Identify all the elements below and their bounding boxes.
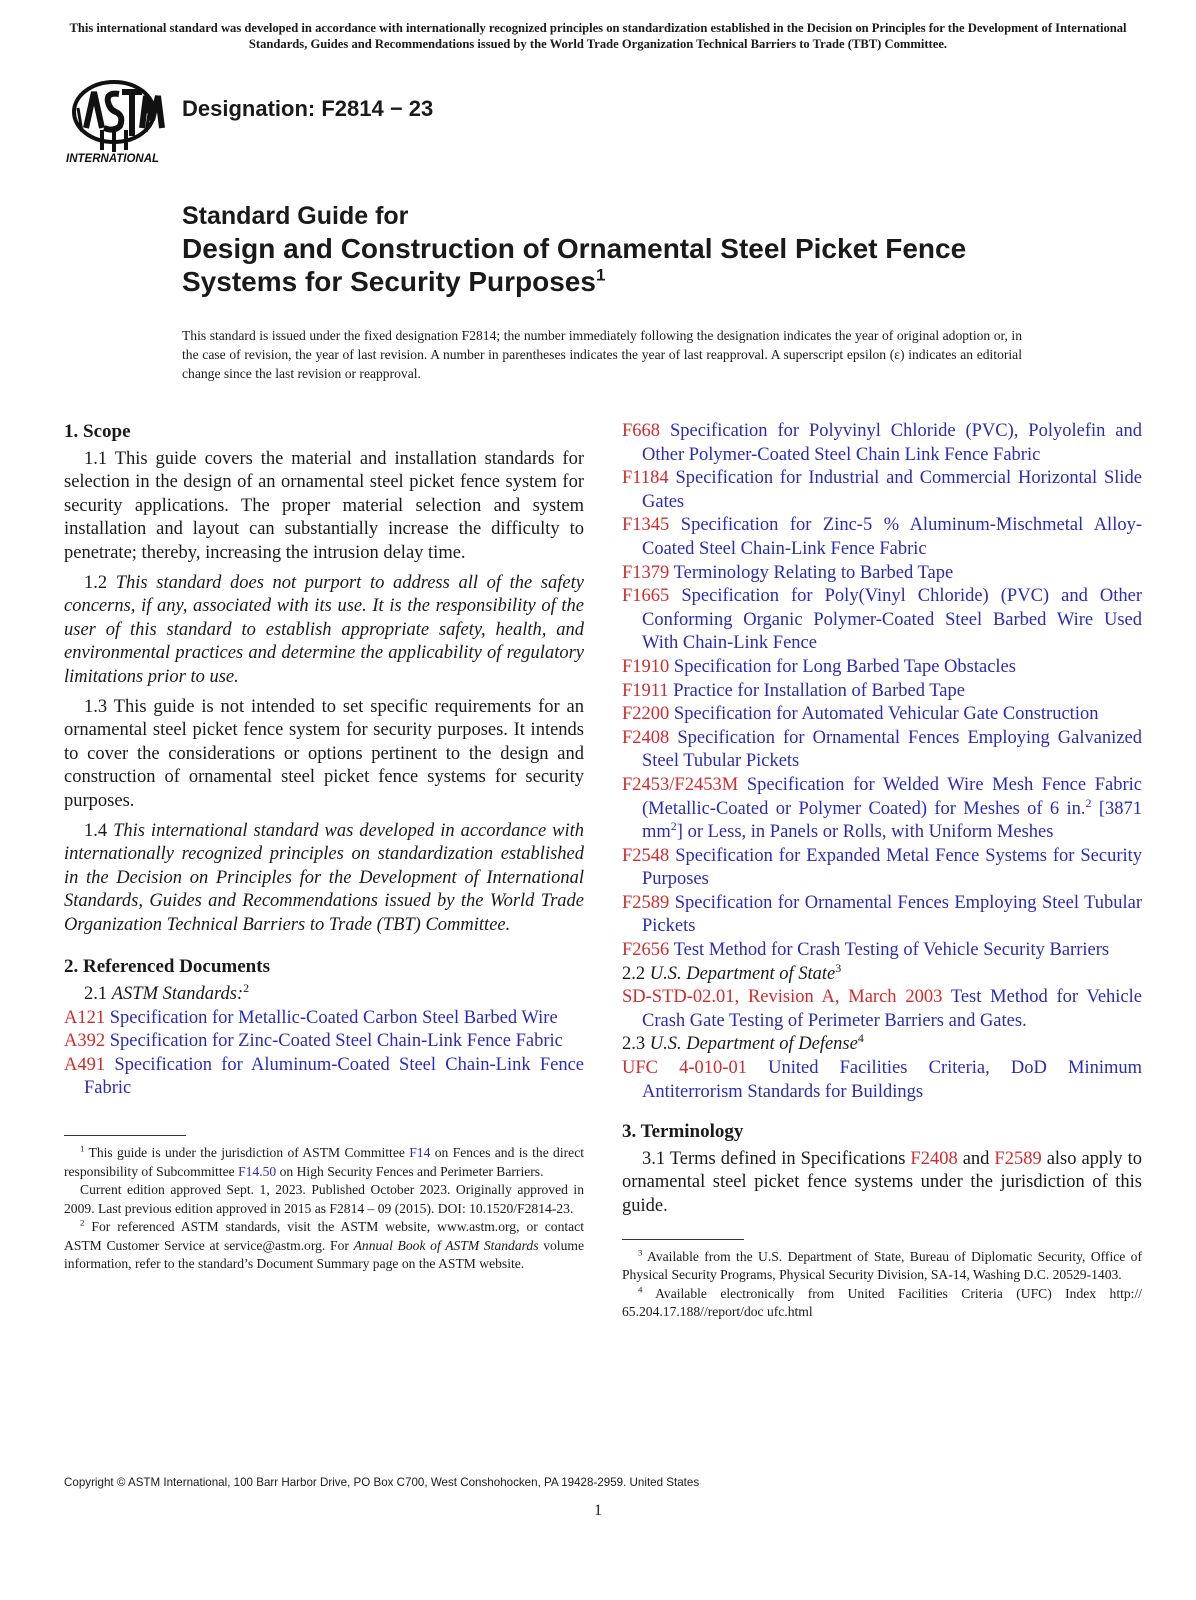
reference-code[interactable]: F1345 — [622, 515, 670, 536]
reference-code[interactable]: A491 — [64, 1054, 106, 1075]
reference-code[interactable]: A121 — [64, 1007, 106, 1028]
title-line-3: Systems for Security Purposes — [182, 266, 596, 297]
terminology-3-1: 3.1 Terms defined in Specifications F2408 and F2589 also apply to ornamental steel picket fence systems under the jurisdiction of this guide. — [622, 1148, 1142, 1216]
reference-code[interactable]: F1379 — [622, 562, 670, 583]
reference-code[interactable]: F2548 — [622, 845, 670, 866]
reference-code[interactable]: F1184 — [622, 468, 669, 489]
footnote-3: $^3$ Available from the U.S. Department of State, Bureau of Diplomatic Security, Office of Physical Security Programs, Physical Security Division, SA-14, Washing D.C. 20529-1403. — [622, 1247, 1142, 1283]
reference-item[interactable] — [64, 1030, 584, 1054]
reference-title[interactable]: Specification for Ornamental Fences Employing Steel Tubular Pickets — [642, 892, 1142, 937]
reference-title[interactable]: Terminology Relating to Barbed Tape — [673, 562, 954, 583]
reference-title[interactable]: Test Method for Crash Testing of Vehicle Security Barriers — [673, 940, 1110, 961]
reference-code[interactable]: F668 — [622, 421, 661, 441]
reference-title[interactable]: Practice for Installation of Barbed Tape — [673, 680, 965, 701]
reference-code[interactable]: A392 — [64, 1031, 106, 1052]
wto-notice: This international standard was developed in accordance with internationally recognized principles on standardization established in the Decision on Principles for the Development of International Standards, Guides and Recommendations issued by the World Trade Organization Technical Barriers to Trade (TBT) Committee. — [69, 21, 1127, 51]
footnote-1: $^1$ This guide is under the jurisdiction of ASTM Committee F14 on Fences and is the direct responsibility of Subcommittee F14.50 on High Security Fences and Perimeter Barriers. — [64, 1143, 585, 1179]
astm-logo — [64, 70, 168, 166]
reference-title[interactable]: Specification for Ornamental Fences Employing Galvanized Steel Tubular Pickets — [642, 727, 1142, 772]
reference-title[interactable]: Specification for Zinc-Coated Steel Chain-Link Fence Fabric — [109, 1031, 563, 1052]
reference-code[interactable]: F2656 — [622, 940, 670, 961]
link-f2589[interactable]: F2589 — [994, 1148, 1042, 1169]
reference-title[interactable]: Specification for Long Barbed Tape Obstacles — [673, 656, 1016, 677]
footnote-divider-left — [64, 1135, 186, 1136]
reference-item[interactable] — [622, 703, 1142, 727]
reference-code[interactable]: F2200 — [622, 704, 670, 725]
reference-title[interactable]: Specification for Poly(Vinyl Chloride) (PVC) and Other Conforming Organic Polymer-Coated Steel Barbed Wire Used With Chain-Link Fence — [642, 586, 1143, 654]
dept-defense-label: 2.3 U.S. Department of Defense$^4$ — [622, 1031, 864, 1055]
reference-title[interactable]: Specification for Metallic-Coated Carbon Steel Barbed Wire — [109, 1007, 558, 1028]
reference-code[interactable]: F2589 — [622, 892, 670, 913]
reference-title[interactable]: Specification for Automated Vehicular Gate Construction — [673, 704, 1099, 725]
footnote-1-edition: Current edition approved Sept. 1, 2023. Published October 2023. Originally approved in 2009. Last previous edition approved in 2015 as F2814 – 09 (2015). DOI: 10.1520/F2814-23. — [64, 1182, 584, 1216]
reference-title[interactable]: Specification for Zinc-5 % Aluminum-Mischmetal Alloy-Coated Steel Chain-Link Fence Fabric — [642, 515, 1142, 559]
link-f14-50[interactable]: F14.50 — [238, 1163, 277, 1179]
reference-code[interactable]: F1910 — [622, 656, 670, 677]
scope-1-2: 1.2 This standard does not purport to address all of the safety concerns, if any, associated with its use. It is the responsibility of the user of this standard to establish appropriate safety, health, and environmental practices and determine the applicability of regulatory limitations prior to use. — [64, 572, 584, 687]
reference-item[interactable] — [622, 585, 1142, 656]
reference-item[interactable] — [622, 420, 1142, 467]
footnote-2: $^2$ For referenced ASTM standards, visit the ASTM website, www.astm.org, or contact ASTM Customer Service at service@astm.org. For Annual Book of ASTM Standards volume information, refer to the standard’s Document Summary page on the ASTM website. — [64, 1217, 584, 1272]
reference-title[interactable]: Specification for Polyvinyl Chloride (PVC), Polyolefin and Other Polymer-Coated Steel Chain Link Fence Fabric — [642, 421, 1142, 465]
scope-1-4: 1.4 This international standard was developed in accordance with internationally recognized principles on standardization established in the Decision on Principles for the Development of International Standards, Guides and Recommendations issued by the World Trade Organization Technical Barriers to Trade (TBT) Committee. — [64, 820, 585, 935]
reference-item[interactable] — [622, 467, 1142, 514]
copyright: Copyright © ASTM International, 100 Barr Harbor Drive, PO Box C700, West Conshohocken, PA 19428-2959. United States — [64, 1476, 700, 1489]
scope-heading: 1. Scope — [64, 421, 131, 442]
link-f14[interactable]: F14 — [409, 1145, 431, 1161]
reference-code[interactable]: F1665 — [622, 586, 670, 607]
astm-logo-caption: INTERNATIONAL — [66, 153, 160, 165]
dept-state-label: 2.2 U.S. Department of State$^3$ — [622, 960, 842, 984]
right-reference-list-2 — [622, 845, 1142, 963]
reference-item[interactable]: UFC 4-010-01 United Facilities Criteria, DoD Minimum Antiterrorism Standards for Buildings — [622, 1058, 1143, 1102]
reference-item[interactable] — [622, 562, 1142, 586]
reference-item[interactable] — [64, 1007, 584, 1031]
reference-item[interactable] — [622, 680, 1142, 704]
link-f2408[interactable]: F2408 — [910, 1148, 958, 1169]
reference-title[interactable]: Specification for Industrial and Commercial Horizontal Slide Gates — [642, 468, 1142, 512]
reference-title[interactable]: Specification for Expanded Metal Fence Systems for Security Purposes — [642, 845, 1143, 890]
reference-item[interactable] — [622, 514, 1142, 561]
issued-note: This standard is issued under the fixed designation F2814; the number immediately following the designation indicates the year of original adoption or, in the case of revision, the year of last revision. A number in parentheses indicates the year of last reapproval. A superscript epsilon (ε) indicates an editorial change since the last revision or reapproval. — [182, 328, 1022, 381]
reference-code[interactable]: F2408 — [622, 727, 670, 748]
reference-item[interactable]: F2453/F2453M Specification for Welded Wire Mesh Fence Fabric (Metallic-Coated or Polymer Coated) for Meshes of 6 in.$^2$ [3871 $mm^2$] or Less, in Panels or Rolls, with Uniform Meshes — [622, 774, 1143, 843]
reference-item[interactable] — [622, 892, 1142, 939]
reference-title[interactable]: Specification for Aluminum-Coated Steel Chain-Link Fence Fabric — [84, 1054, 585, 1099]
footnote-4: $^4$ Available electronically from United Facilities Criteria (UFC) Index http:// 65.204.17.188//report/doc ufc.html — [622, 1284, 1142, 1320]
designation: Designation: F2814 − 23 — [182, 96, 434, 121]
reference-item[interactable] — [622, 727, 1142, 774]
astm-standards-label: 2.1 ASTM Standards:$^2$ — [84, 980, 250, 1005]
page-number: 1 — [594, 1502, 602, 1519]
reference-code[interactable]: F1911 — [622, 680, 669, 701]
title-line-1: Standard Guide for — [182, 202, 409, 230]
scope-1-1: 1.1 This guide covers the material and installation standards for selection in the design of an ornamental steel picket fence system for security applications. The proper material selection and system installation and layout can substantially increase the difficulty to penetrate; thereby, increasing the intrusion delay time. — [64, 448, 584, 563]
reference-item[interactable] — [622, 939, 1142, 963]
referenced-heading: 2. Referenced Documents — [64, 956, 270, 978]
title-footnote-mark: 1 — [595, 265, 606, 285]
left-reference-list — [64, 1007, 584, 1101]
right-reference-list — [622, 420, 1142, 774]
terminology-heading: 3. Terminology — [622, 1121, 744, 1143]
reference-item[interactable] — [64, 1054, 584, 1101]
reference-item[interactable] — [622, 656, 1142, 680]
reference-item[interactable] — [622, 845, 1142, 892]
title-line-2: Design and Construction of Ornamental Steel Picket Fence — [182, 233, 967, 264]
right-column — [622, 420, 1142, 1322]
left-column — [64, 420, 584, 1274]
footnote-divider-right — [622, 1239, 744, 1240]
reference-item[interactable]: SD-STD-02.01, Revision A, March 2003 Test Method for Vehicle Crash Gate Testing of Perimeter Barriers and Gates. — [622, 987, 1142, 1031]
scope-1-3: 1.3 This guide is not intended to set specific requirements for an ornamental steel picket fence system for security purposes. It intends to cover the considerations or options pertinent to the design and construction of ornamental steel picket fence systems for security purposes. — [64, 696, 584, 811]
title-block — [182, 200, 966, 298]
